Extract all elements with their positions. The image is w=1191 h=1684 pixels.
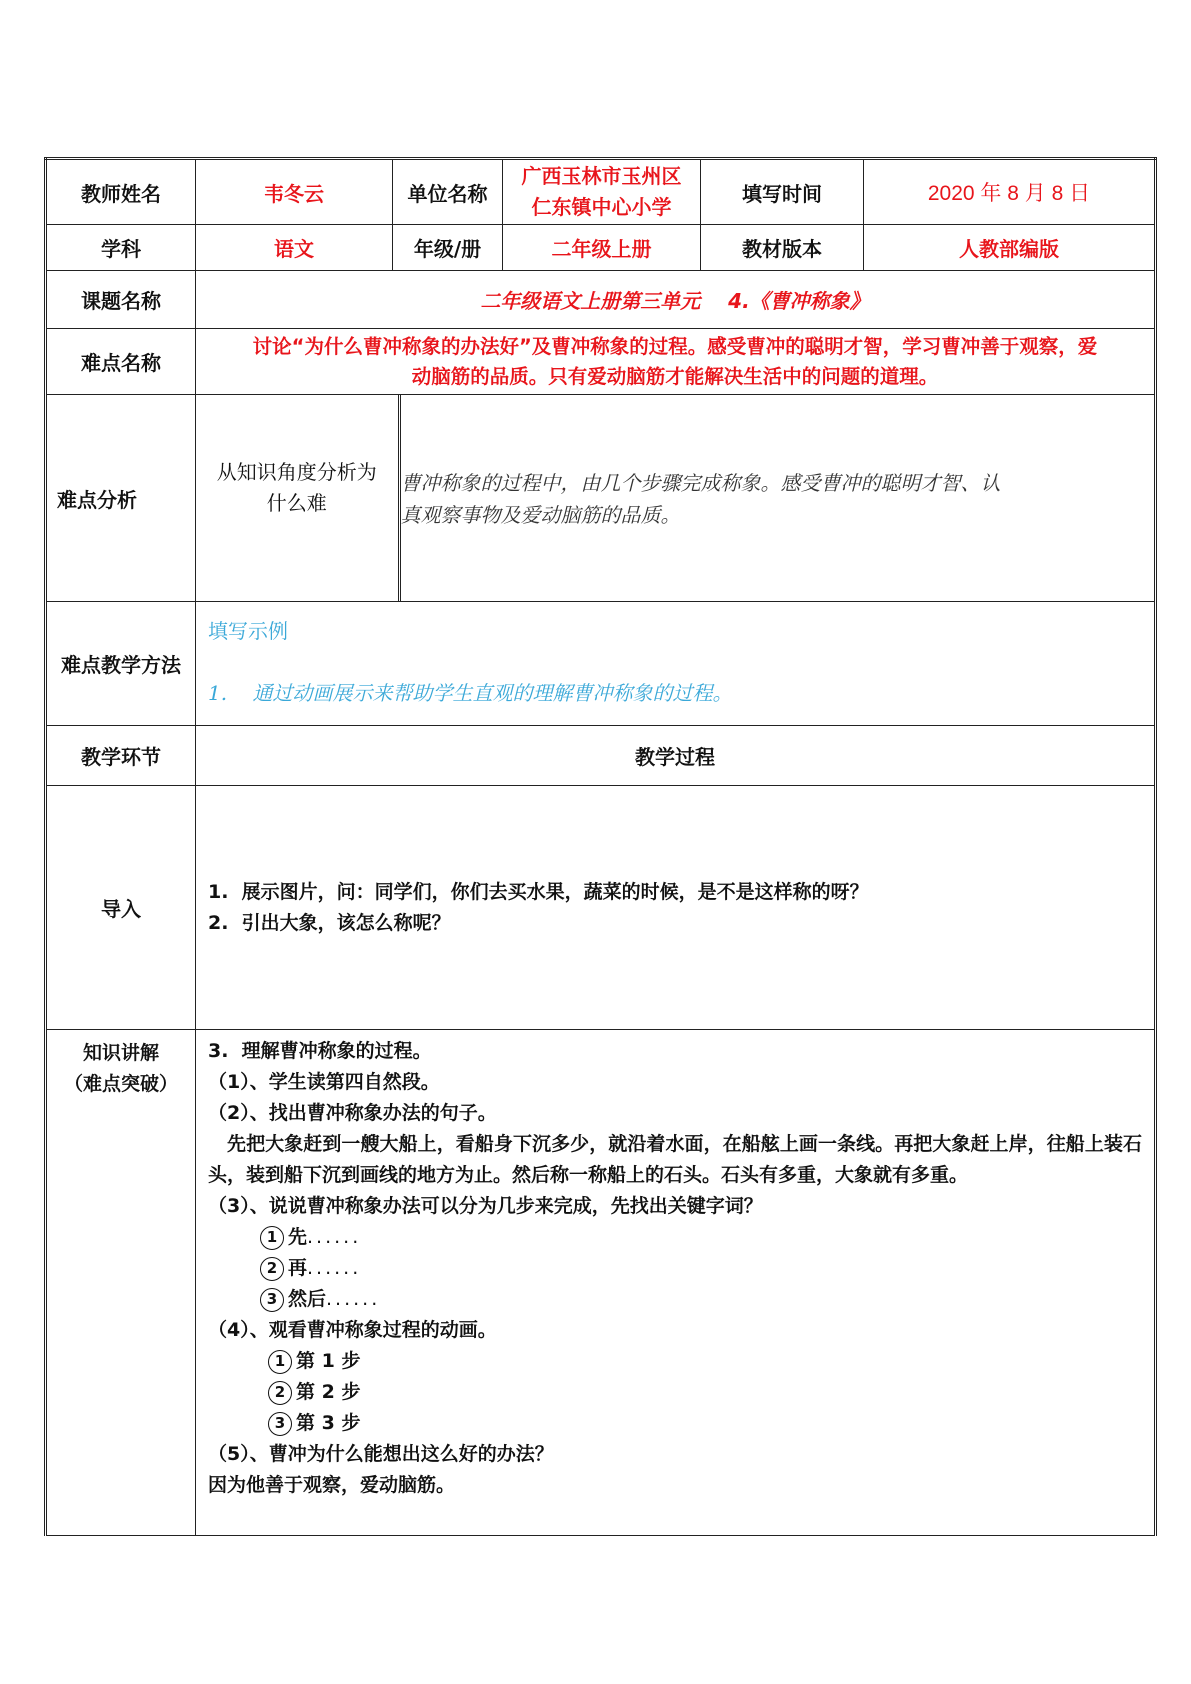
knowledge-line-1: 3. 理解曹冲称象的过程。: [208, 1040, 432, 1062]
step-dots: ......: [307, 1226, 362, 1248]
step-item-finally: [208, 1284, 1142, 1315]
step-keyword: 然后: [288, 1288, 327, 1310]
difficulty-line-2: 动脑筋的品质。只有爱动脑筋才能解决生活中的问题的道理。: [411, 364, 939, 388]
intro-line-2: 2. 引出大象，该怎么称呢？: [208, 911, 451, 934]
fill-time-value: 2020 年 8 月 8 日: [864, 159, 1156, 225]
unit-name-label: 单位名称: [393, 159, 503, 225]
knowledge-row: [46, 1030, 1156, 1536]
unit-name-value: [503, 159, 701, 225]
analysis-text-line-2: 真观察事物及爱动脑筋的品质。: [400, 503, 681, 527]
topic-row: [46, 271, 1156, 329]
animation-step-1: [208, 1346, 1142, 1377]
difficulty-row: [46, 329, 1156, 395]
unit-name-line-1: 广西玉林市玉州区: [521, 164, 682, 188]
intro-line-1: 1. 展示图片，问：同学们，你们去买水果，蔬菜的时候，是不是这样称的呀？: [208, 880, 869, 903]
knowledge-line-5: （4）、观看曹冲称象过程的动画。: [208, 1319, 497, 1341]
knowledge-content: [196, 1030, 1156, 1536]
process-header-row: [46, 726, 1156, 786]
step-keyword: 再: [288, 1257, 308, 1279]
header-row-1: [46, 159, 1156, 225]
subject-value: 语文: [196, 225, 393, 271]
unit-name-line-2: 仁东镇中心小学: [531, 195, 672, 219]
analysis-text-line-1: 曹冲称象的过程中，由几个步骤完成称象。感受曹冲的聪明才智、认: [400, 471, 1001, 495]
knowledge-paragraph: 先把大象赶到一艘大船上，看船身下沉多少，就沿着水面，在船舷上画一条线。再把大象赶上岸，往船上装石头，装到船下沉到画线的地方为止。然后称一称船上的石头。石头有多重，大象就有多重。: [208, 1133, 1142, 1186]
step-number-badge: 2: [260, 1257, 284, 1281]
header-row-2: [46, 225, 1156, 271]
process-stage-label: 教学环节: [46, 726, 196, 786]
grade-label: 年级/册: [393, 225, 503, 271]
analysis-sub-label-line-2: 什么难: [266, 491, 327, 515]
intro-row: [46, 786, 1156, 1030]
step-dots: ......: [307, 1257, 362, 1279]
difficulty-line-1: 讨论“为什么曹冲称象的办法好”及曹冲称象的过程。感受曹冲的聪明才智，学习曹冲善于观察，爱: [252, 334, 1098, 358]
knowledge-line-3: （2）、找出曹冲称象办法的句子。: [208, 1102, 497, 1124]
step-item-then: [208, 1253, 1142, 1284]
step-dots: ......: [326, 1288, 381, 1310]
difficulty-label: 难点名称: [46, 329, 196, 395]
animation-step-label: 第 3 步: [296, 1412, 361, 1434]
lesson-plan-table: [44, 157, 1157, 1536]
topic-label: 课题名称: [46, 271, 196, 329]
knowledge-label-line-2: （难点突破）: [63, 1073, 178, 1095]
analysis-label: 难点分析: [46, 395, 196, 602]
knowledge-line-2: （1）、学生读第四自然段。: [208, 1071, 440, 1093]
analysis-sub-label-line-1: 从知识角度分析为: [216, 460, 377, 484]
intro-label: 导入: [46, 786, 196, 1030]
difficulty-value: [196, 329, 1156, 395]
animation-step-2: [208, 1377, 1142, 1408]
knowledge-line-6: （5）、曹冲为什么能想出这么好的办法？: [208, 1443, 554, 1465]
method-content: [196, 602, 1156, 726]
analysis-text: [399, 395, 1154, 601]
analysis-sub-label: [196, 395, 399, 601]
fill-time-label: 填写时间: [701, 159, 864, 225]
animation-step-label: 第 1 步: [296, 1350, 361, 1372]
knowledge-label: [46, 1030, 196, 1536]
knowledge-line-7: 因为他善于观察，爱动脑筋。: [208, 1474, 456, 1496]
method-item-1: 1. 通过动画展示来帮助学生直观的理解曹冲称象的过程。: [208, 681, 733, 705]
step-number-badge: 3: [260, 1288, 284, 1312]
analysis-row: [46, 395, 1156, 602]
teacher-name-label: 教师姓名: [46, 159, 196, 225]
method-row: [46, 602, 1156, 726]
edition-label: 教材版本: [701, 225, 864, 271]
analysis-content: [196, 395, 1156, 602]
step-number-badge: 3: [268, 1412, 292, 1436]
step-number-badge: 2: [268, 1381, 292, 1405]
lesson-plan-sheet: [44, 157, 1154, 1536]
edition-value: 人教部编版: [864, 225, 1156, 271]
method-example-title: 填写示例: [208, 619, 288, 643]
subject-label: 学科: [46, 225, 196, 271]
grade-value: 二年级上册: [503, 225, 701, 271]
intro-content: [196, 786, 1156, 1030]
knowledge-line-4: （3）、说说曹冲称象办法可以分为几步来完成，先找出关键字词？: [208, 1195, 763, 1217]
animation-step-label: 第 2 步: [296, 1381, 361, 1403]
knowledge-label-line-1: 知识讲解: [82, 1042, 159, 1064]
step-item-first: [208, 1222, 1142, 1253]
teacher-name-value: 韦冬云: [196, 159, 393, 225]
topic-value: 二年级语文上册第三单元 4.《曹冲称象》: [196, 271, 1156, 329]
animation-step-3: [208, 1408, 1142, 1439]
method-label: 难点教学方法: [46, 602, 196, 726]
step-number-badge: 1: [268, 1350, 292, 1374]
process-header-value: 教学过程: [196, 726, 1156, 786]
analysis-split: [196, 395, 1154, 601]
step-number-badge: 1: [260, 1226, 284, 1250]
step-keyword: 先: [288, 1226, 308, 1248]
